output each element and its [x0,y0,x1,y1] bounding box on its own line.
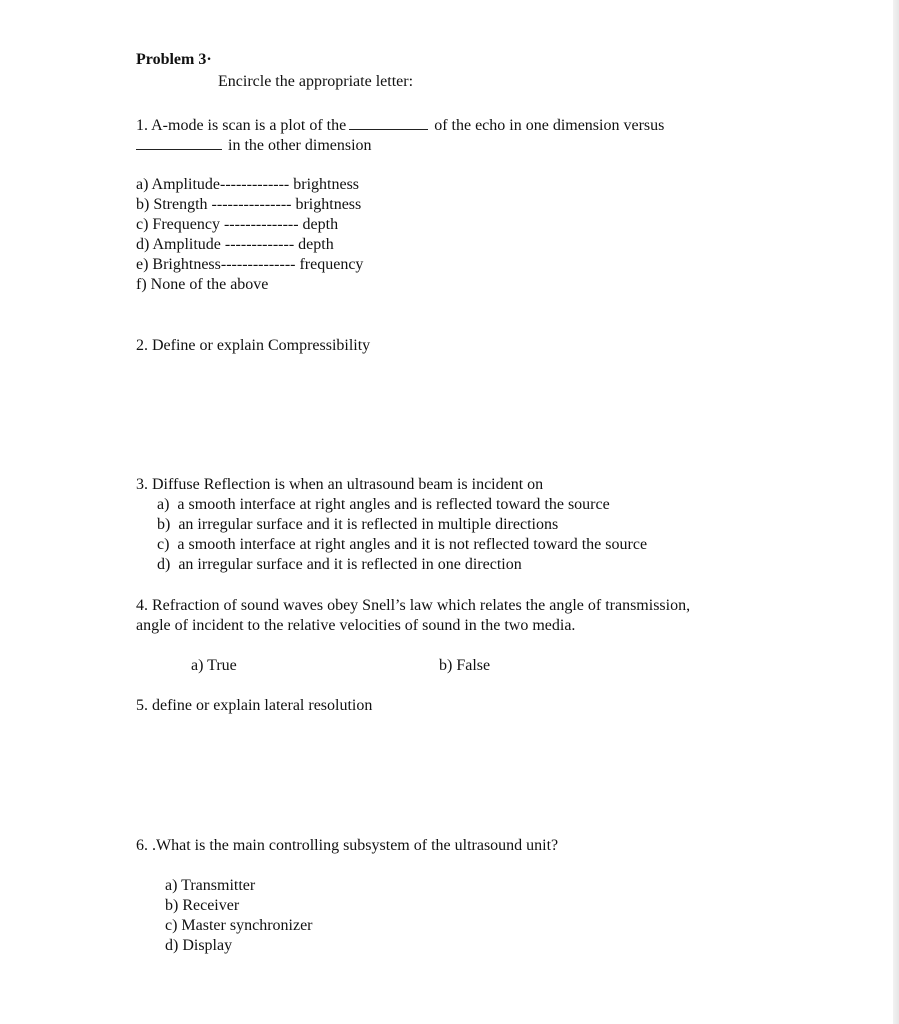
q1-blank-2 [136,135,222,150]
q3-text: 3. Diffuse Reflection is when an ultrasound beam is incident on [136,476,544,493]
q1-line1 [136,115,664,136]
instruction: Encircle the appropriate letter: [218,73,414,90]
page-edge [893,0,899,1024]
q4-option-a: a) True [191,657,237,674]
q3-option-c: c) a smooth interface at right angles and it is not reflected toward the source [157,536,648,553]
q4-line1: 4. Refraction of sound waves obey Snell’s law which relates the angle of transmission, [136,597,691,614]
q1-line1-pre: 1. A-mode is scan is a plot of the [136,117,347,134]
problem-title: Problem 3· [136,51,212,68]
q2-text: 2. Define or explain Compressibility [136,337,371,354]
q6-option-d: d) Display [165,937,233,954]
q6-text: 6. .What is the main controlling subsystem of the ultrasound unit? [136,837,559,854]
q1-option-b: b) Strength --------------- brightness [136,196,362,213]
q4-line2: angle of incident to the relative velocities of sound in the two media. [136,617,576,634]
q4-option-b: b) False [439,657,491,674]
q3-option-a: a) a smooth interface at right angles and is reflected toward the source [157,496,610,513]
q1-option-d: d) Amplitude ------------- depth [136,236,334,253]
q1-option-f: f) None of the above [136,276,269,293]
q1-line2 [136,135,372,156]
q1-option-e: e) Brightness-------------- frequency [136,256,364,273]
q1-blank-1 [349,115,428,130]
q3-option-d: d) an irregular surface and it is reflected in one direction [157,556,522,573]
q1-option-c: c) Frequency -------------- depth [136,216,339,233]
q5-text: 5. define or explain lateral resolution [136,697,373,714]
q1-line1-post: of the echo in one dimension versus [434,117,665,134]
q3-option-b: b) an irregular surface and it is reflected in multiple directions [157,516,559,533]
q6-option-c: c) Master synchronizer [165,917,313,934]
q6-option-a: a) Transmitter [165,877,256,894]
q6-option-b: b) Receiver [165,897,240,914]
q1-option-a: a) Amplitude------------- brightness [136,176,360,193]
q1-line2-post: in the other dimension [228,137,372,154]
